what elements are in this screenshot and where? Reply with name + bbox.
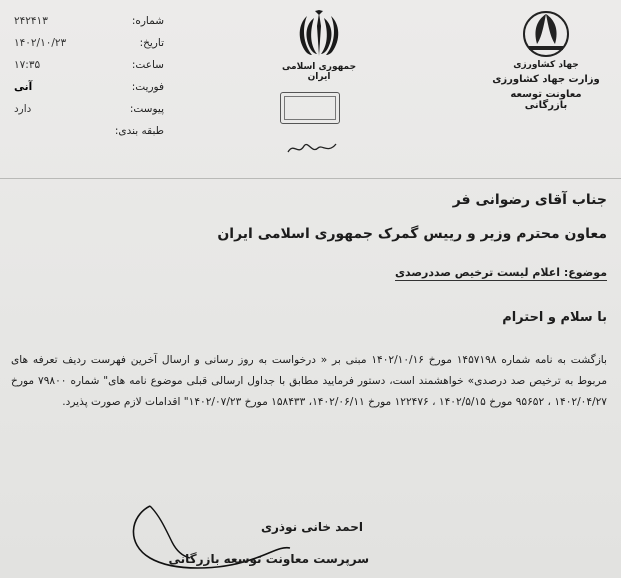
meta-time xyxy=(14,54,164,76)
meta-urgency xyxy=(14,76,164,98)
meta-classification-label: طبقه بندی: xyxy=(114,125,164,137)
iran-emblem xyxy=(278,10,360,82)
meta-classification xyxy=(14,120,164,142)
meta-date-value: ۱۴۰۲/۱۰/۲۳ xyxy=(14,37,67,49)
letter-greeting: با سلام و احترام xyxy=(502,310,607,325)
meta-number-value: ۲۴۲۴۱۳ xyxy=(14,15,48,27)
meta-urgency-label: فوریت: xyxy=(131,81,164,93)
meta-number xyxy=(14,10,164,32)
ministry-logo-icon xyxy=(515,10,577,58)
meta-date-label: تاریخ: xyxy=(139,37,164,49)
letter-meta xyxy=(14,10,164,142)
ministry-name: وزارت جهاد کشاورزی xyxy=(492,74,600,85)
subject-text: موضوع: اعلام لیست ترخیص صددرصدی xyxy=(394,266,607,279)
meta-date xyxy=(14,32,164,54)
emblem-caption: جمهوری اسلامی ایران xyxy=(281,62,357,82)
meta-urgency-value: آنی xyxy=(14,81,33,93)
header-divider xyxy=(0,178,621,179)
letter-body: بازگشت به نامه شماره ۱۴۵۷۱۹۸ مورخ ۱۴۰۲/۱۰/۱۶ مبنی بر « درخواست به روز رسانی و ارسال آخرین فهرست ردیف تعرفه های مربوط به ترخیص صد درصدی» خواهشمند است، دستور فرمایید مطابق با جداول ارسالی قبلی موضوع نامه های" شماره ۷۹۸۰۰ مورخ ۱۴۰۲/۰۴/۲۷ ، ۹۵۶۵۲ مورخ ۱۴۰۲/۵/۱۵ ، ۱۲۲۴۷۶ مورخ ۱۴۰۲/۰۶/۱۱، ۱۵۸۴۳۳ مورخ ۱۴۰۲/۰۷/۲۳" اقدامات لازم صورت پذیرد. xyxy=(11,354,607,408)
meta-time-value: ۱۷:۳۵ xyxy=(14,59,41,71)
stamp-box xyxy=(280,92,340,124)
addressee-line2: معاون محترم وزیر و رییس گمرک جمهوری اسلامی ایران xyxy=(217,226,607,242)
ministry-logo-text: جهاد کشاورزی xyxy=(513,60,579,70)
meta-attachment-value: دارد xyxy=(14,103,32,115)
meta-attachment xyxy=(14,98,164,120)
signer-title: سرپرست معاونت توسعه بازرگانی xyxy=(168,552,369,566)
letter-subject xyxy=(395,266,607,279)
stamp-inner xyxy=(284,96,336,120)
meta-time-label: ساعت: xyxy=(131,59,164,71)
meta-number-label: شماره: xyxy=(131,15,164,27)
signer-name: احمد خانی نوذری xyxy=(261,520,363,534)
ministry-department: معاونت توسعه بازرگانی xyxy=(510,89,582,111)
addressee-line1: جناب آقای رضوانی فر xyxy=(452,192,607,208)
meta-attachment-label: پیوست: xyxy=(129,103,164,115)
small-signature-icon xyxy=(282,136,342,160)
emblem-icon xyxy=(296,10,342,60)
ministry-header xyxy=(491,10,601,111)
